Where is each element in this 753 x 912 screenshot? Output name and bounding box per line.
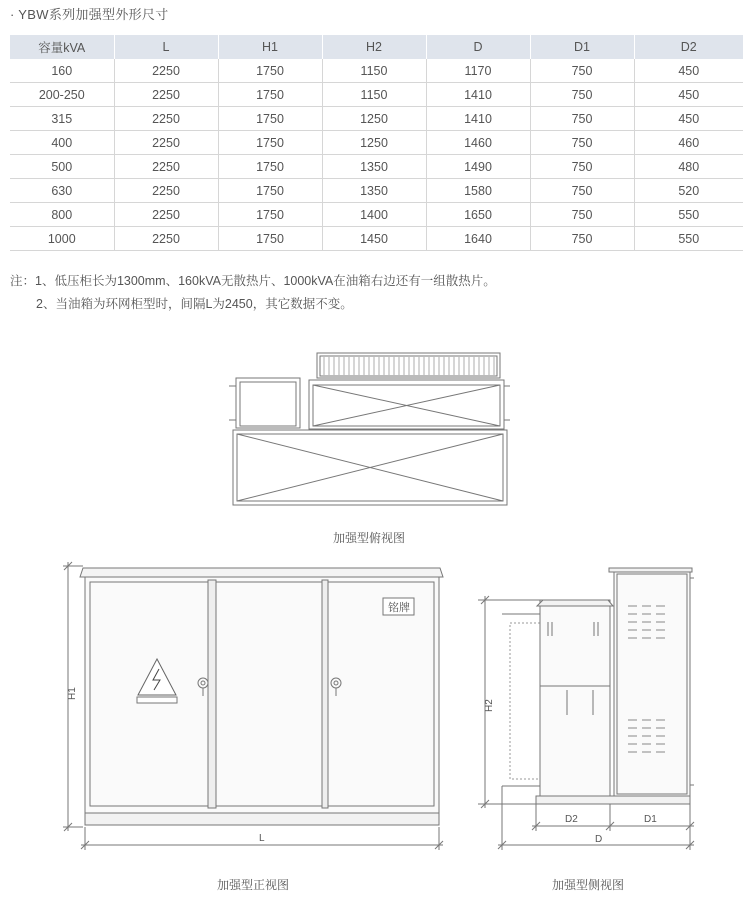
table-cell: 800 xyxy=(10,203,114,227)
table-cell: 480 xyxy=(634,155,743,179)
table-cell: 450 xyxy=(634,107,743,131)
table-cell: 1170 xyxy=(426,59,530,83)
table-cell: 1350 xyxy=(322,155,426,179)
table-cell: 1410 xyxy=(426,83,530,107)
table-cell: 1000 xyxy=(10,227,114,251)
front-view-drawing xyxy=(63,562,443,850)
table-cell: 450 xyxy=(634,59,743,83)
section-title: · YBW系列加强型外形尺寸 xyxy=(10,7,169,22)
header-h2: H2 xyxy=(322,35,426,59)
table-cell: 750 xyxy=(530,131,634,155)
table-cell: 750 xyxy=(530,227,634,251)
table-cell: 1350 xyxy=(322,179,426,203)
table-cell: 450 xyxy=(634,83,743,107)
table-cell: 500 xyxy=(10,155,114,179)
table-cell: 630 xyxy=(10,179,114,203)
dim-label-h2: H2 xyxy=(484,699,495,712)
table-cell: 460 xyxy=(634,131,743,155)
table-cell: 1580 xyxy=(426,179,530,203)
side-view-drawing xyxy=(478,568,694,850)
table-cell: 1460 xyxy=(426,131,530,155)
header-d: D xyxy=(426,35,530,59)
table-cell: 750 xyxy=(530,59,634,83)
header-capacity: 容量kVA xyxy=(10,35,114,59)
table-cell: 400 xyxy=(10,131,114,155)
table-cell: 750 xyxy=(530,83,634,107)
table-cell: 200-250 xyxy=(10,83,114,107)
table-cell: 1750 xyxy=(218,83,322,107)
table-cell: 2250 xyxy=(114,227,218,251)
table-cell: 1750 xyxy=(218,179,322,203)
table-cell: 750 xyxy=(530,179,634,203)
header-d2: D2 xyxy=(634,35,743,59)
table-cell: 1250 xyxy=(322,131,426,155)
header-l: L xyxy=(114,35,218,59)
table-cell: 550 xyxy=(634,227,743,251)
table-cell: 2250 xyxy=(114,179,218,203)
table-cell: 2250 xyxy=(114,131,218,155)
table-cell: 2250 xyxy=(114,203,218,227)
dim-label-d2: D2 xyxy=(565,814,578,825)
table-cell: 750 xyxy=(530,107,634,131)
dim-label-l: L xyxy=(259,833,265,844)
dim-label-d1: D1 xyxy=(644,814,657,825)
table-cell: 2250 xyxy=(114,155,218,179)
table-cell: 750 xyxy=(530,203,634,227)
table-cell: 1450 xyxy=(322,227,426,251)
header-h1: H1 xyxy=(218,35,322,59)
table-cell: 160 xyxy=(10,59,114,83)
table-cell: 1750 xyxy=(218,203,322,227)
table-cell: 1650 xyxy=(426,203,530,227)
table-cell: 2250 xyxy=(114,59,218,83)
table-cell: 315 xyxy=(10,107,114,131)
table-cell: 1150 xyxy=(322,83,426,107)
header-d1: D1 xyxy=(530,35,634,59)
table-cell: 2250 xyxy=(114,107,218,131)
table-cell: 750 xyxy=(530,155,634,179)
dim-label-h1: H1 xyxy=(67,687,78,700)
table-cell: 520 xyxy=(634,179,743,203)
table-cell: 1400 xyxy=(322,203,426,227)
dim-label-d: D xyxy=(595,834,603,845)
table-cell: 1750 xyxy=(218,107,322,131)
side-view-caption: 加强型侧视图 xyxy=(552,878,625,892)
table-cell: 1640 xyxy=(426,227,530,251)
table-cell: 1490 xyxy=(426,155,530,179)
table-cell: 1150 xyxy=(322,59,426,83)
front-view-caption: 加强型正视图 xyxy=(217,878,290,892)
table-cell: 1250 xyxy=(322,107,426,131)
table-cell: 1750 xyxy=(218,59,322,83)
table-cell: 2250 xyxy=(114,83,218,107)
top-view-caption: 加强型俯视图 xyxy=(333,531,406,545)
nameplate-label: 铭牌 xyxy=(388,602,410,614)
note-line-1: 注：1、低压柜长为1300mm、160kVA无散热片、1000kVA在油箱右边还有一组散热片。 xyxy=(10,274,496,288)
table-cell: 1750 xyxy=(218,155,322,179)
table-cell: 1750 xyxy=(218,131,322,155)
table-cell: 1410 xyxy=(426,107,530,131)
note-line-2: 2、当油箱为环网柜型时，间隔L为2450，其它数据不变。 xyxy=(36,297,353,311)
table-cell: 550 xyxy=(634,203,743,227)
table-cell: 1750 xyxy=(218,227,322,251)
